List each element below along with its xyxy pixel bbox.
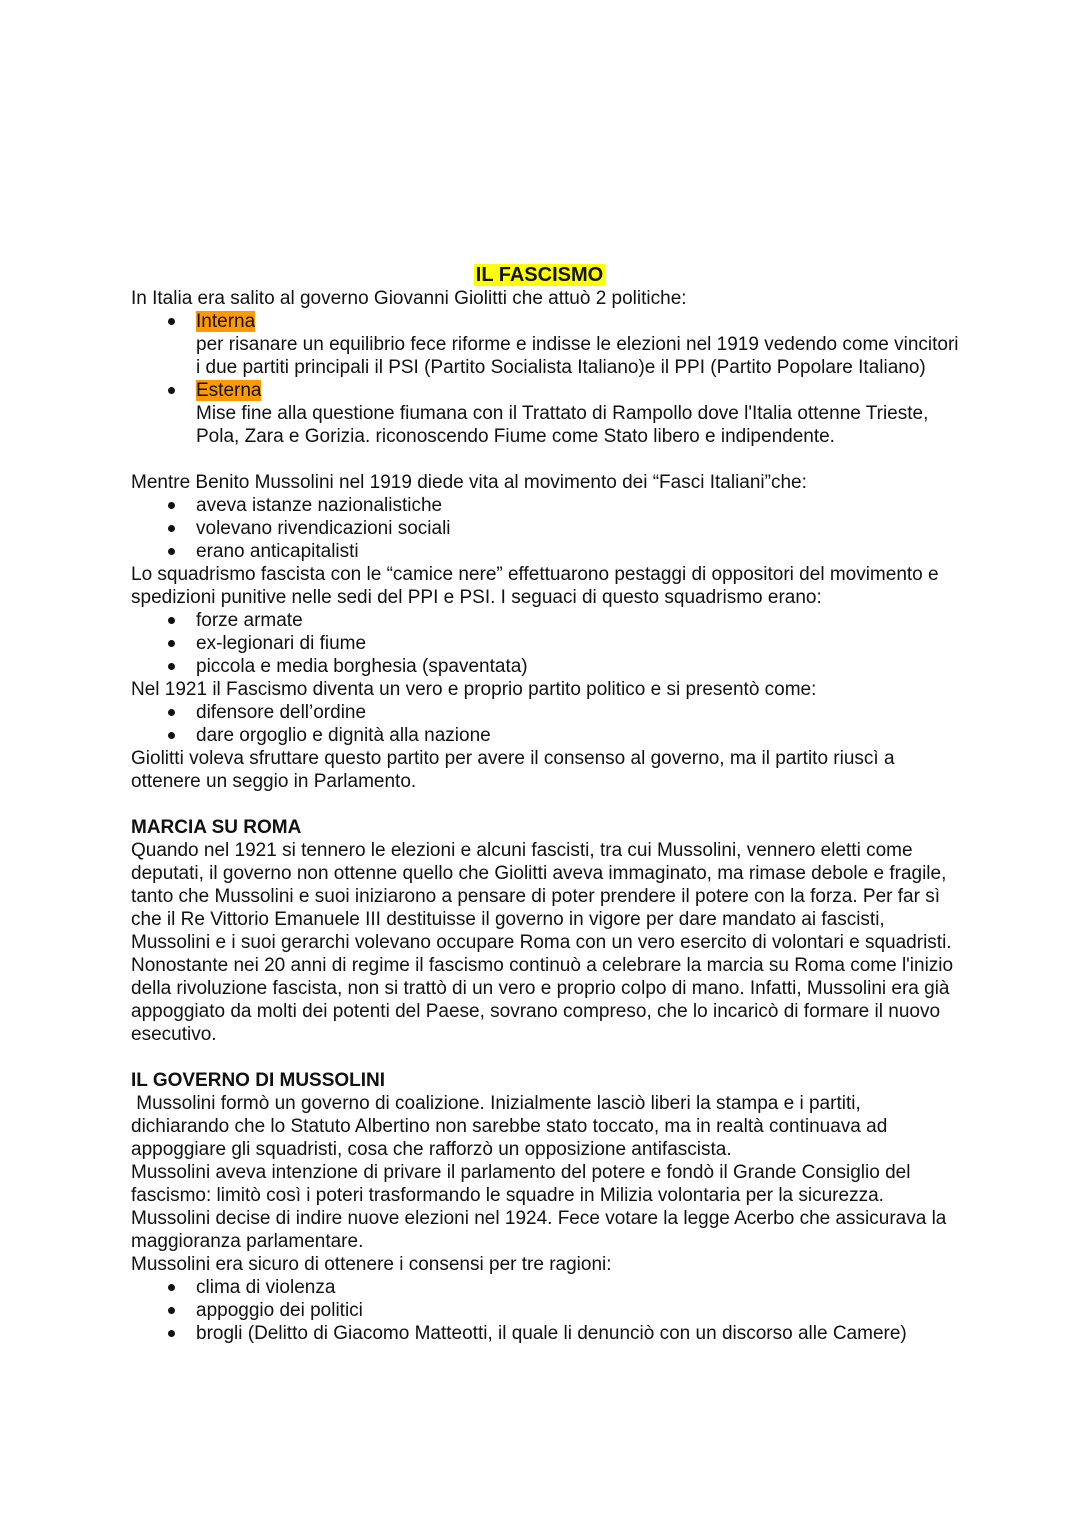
spacer (131, 448, 961, 471)
list-item: aveva istanze nazionalistiche (131, 494, 961, 517)
policy-label: Interna (196, 311, 256, 332)
document-page (131, 264, 961, 1345)
governo-paragraph-3: Mussolini decise di indire nuove elezioni nel 1924. Fece votare la legge Acerbo che assicurava la maggioranza parlamentare. (131, 1208, 947, 1252)
list-item (131, 310, 961, 379)
marcia-paragraph: Quando nel 1921 si tennero le elezioni e alcuni fascisti, tra cui Mussolini, vennero eletti come deputati, il governo non ottenne quello che Giolitti aveva immaginato, ma rimase debole e fragile, tanto che Mussolini e suoi iniziarono a pensare di poter prendere il potere con la forza. Per far sì che il Re Vittorio Emanuele III destituisse il governo in vigore per dare mandato ai fascisti, Mussolini e i suoi gerarchi volevano occupare Roma con un vero esercito di volontari e squadristi. Nonostante nei 20 anni di regime il fascismo continuò a celebrare la marcia su Roma come l'inizio della rivoluzione fascista, non si trattò di un vero e proprio colpo di mano. Infatti, Mussolini era già appoggiato da molti dei potenti del Paese, sovrano compreso, che lo incaricò di formare il nuovo esecutivo. (131, 840, 954, 1045)
ragioni-list (131, 1276, 961, 1345)
list-item: ex-legionari di fiume (131, 632, 961, 655)
list-item: erano anticapitalisti (131, 540, 961, 563)
list-item: forze armate (131, 609, 961, 632)
fasci-intro: Mentre Benito Mussolini nel 1919 diede vita al movimento dei “Fasci Italiani”che: (131, 472, 807, 493)
list-item: piccola e media borghesia (spaventata) (131, 655, 961, 678)
list-item: brogli (Delitto di Giacomo Matteotti, il quale li denunciò con un discorso alle Camere) (131, 1322, 961, 1345)
section-heading-marcia: MARCIA SU ROMA (131, 817, 302, 838)
list-item: volevano rivendicazioni sociali (131, 517, 961, 540)
list-item: dare orgoglio e dignità alla nazione (131, 724, 961, 747)
list-item: difensore dell’ordine (131, 701, 961, 724)
governo-paragraph-4: Mussolini era sicuro di ottenere i consensi per tre ragioni: (131, 1254, 612, 1275)
policy-label: Esterna (196, 380, 262, 401)
governo-paragraph-2: Mussolini aveva intenzione di privare il parlamento del potere e fondò il Grande Consiglio del fascismo: limitò così i poteri trasformando le squadre in Milizia volontaria per la sicurezza. (131, 1162, 911, 1206)
fasci-list (131, 494, 961, 563)
policy-text: per risanare un equilibrio fece riforme e indisse le elezioni nel 1919 vedendo come vincitori i due partiti principali il PSI (Partito Socialista Italiano)e il PPI (Partito Popolare Italiano) (196, 334, 959, 378)
spacer (131, 1046, 961, 1069)
policies-list (131, 310, 961, 448)
giolitti-paragraph: Giolitti voleva sfruttare questo partito per avere il consenso al governo, ma il partito riuscì a ottenere un seggio in Parlamento. (131, 748, 895, 792)
squadrismo-list (131, 609, 961, 678)
list-item (131, 379, 961, 448)
partito-intro: Nel 1921 il Fascismo diventa un vero e proprio partito politico e si presentò come: (131, 679, 817, 700)
governo-paragraph-1: Mussolini formò un governo di coalizione. Inizialmente lasciò liberi la stampa e i partiti, dichiarando che lo Statuto Albertino non sarebbe stato toccato, ma in realtà continuava ad appoggiare gli squadristi, cosa che rafforzò un opposizione antifascista. (131, 1093, 893, 1160)
list-item: clima di violenza (131, 1276, 961, 1299)
intro-paragraph: In Italia era salito al governo Giovanni Giolitti che attuò 2 politiche: (131, 288, 687, 309)
list-item: appoggio dei politici (131, 1299, 961, 1322)
section-heading-governo: IL GOVERNO DI MUSSOLINI (131, 1070, 386, 1091)
spacer (131, 793, 961, 816)
squadrismo-paragraph: Lo squadrismo fascista con le “camice nere” effettuarono pestaggi di oppositori del movimento e spedizioni punitive nelle sedi del PPI e PSI. I seguaci di questo squadrismo erano: (131, 564, 939, 608)
title-block (131, 264, 948, 287)
partito-list (131, 701, 961, 747)
policy-text: Mise fine alla questione fiumana con il Trattato di Rampollo dove l'Italia ottenne Trieste, Pola, Zara e Gorizia. riconoscendo Fiume come Stato libero e indipendente. (196, 403, 929, 447)
page-title: IL FASCISMO (475, 264, 604, 286)
